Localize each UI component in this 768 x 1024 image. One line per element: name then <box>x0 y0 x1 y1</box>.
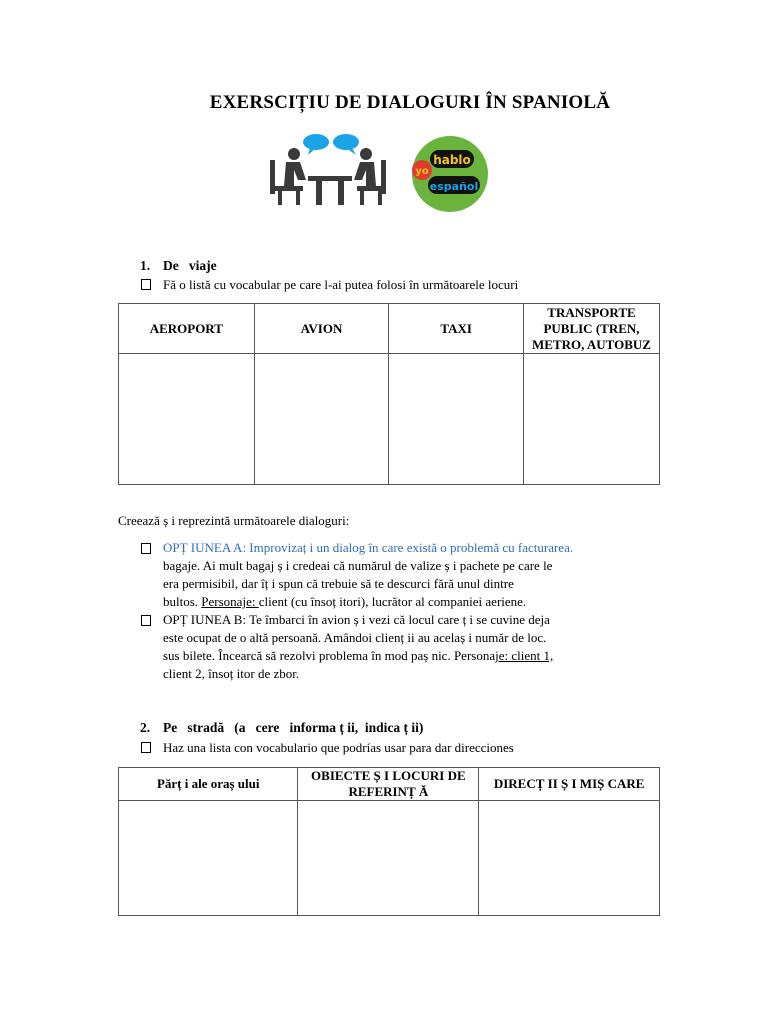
option-b-line4: client 2, însoț itor de zbor. <box>163 666 300 681</box>
option-b <box>163 611 633 683</box>
option-a-line1: OPȚ IUNEA A: Improvizaț i un dialog în care există o problemă cu facturarea. <box>163 540 574 555</box>
cell-parti-oras[interactable] <box>119 801 298 916</box>
cell-aeroport[interactable] <box>119 354 255 485</box>
section2-instruction: Haz una lista con vocabulario que podrías usar para dar direcciones <box>163 740 514 755</box>
checkbox-bullet-icon <box>141 543 151 554</box>
col-taxi: TAXI <box>389 304 524 354</box>
section2-number: 2. <box>140 720 151 735</box>
col-transporte-public: TRANSPORTE PUBLIC (TREN, METRO, AUTOBUZ <box>523 304 659 354</box>
option-a-line4-start: bultos. <box>163 594 202 609</box>
option-b-personaje-label: je: client 1, <box>495 648 554 663</box>
option-a-personaje-label: Personaje: <box>201 594 259 609</box>
col-parti-oras: Părț i ale oraș ului <box>119 768 298 801</box>
col-avion: AVION <box>254 304 389 354</box>
col-directii-miscare: DIRECȚ II Ș I MIȘ CARE <box>479 768 660 801</box>
cell-avion[interactable] <box>254 354 389 485</box>
option-a-line2: bagaje. Ai mult bagaj ș i credeai că numărul de valize ș i pachete pe care le <box>163 558 553 573</box>
section2-heading: Pe stradă (a cere informa ț ii, indica ț ii) <box>163 720 424 735</box>
option-a <box>163 539 633 611</box>
option-a-line4-end: client (cu însoț itori), lucrător al companiei aeriene. <box>258 594 527 609</box>
section1-heading: De viaje <box>163 258 217 273</box>
dialog-intro: Creează ș i reprezintă următoarele dialoguri: <box>118 513 350 528</box>
section1-instruction: Fă o listă cu vocabular pe care l-ai putea folosi în următoarele locuri <box>163 277 519 292</box>
checkbox-bullet-icon <box>141 279 151 290</box>
option-a-line3: era permisibil, dar îț i spun că trebuie să te descurci fără unul dintre <box>163 576 514 591</box>
cell-obiecte-locuri[interactable] <box>298 801 479 916</box>
badge-word-hablo: hablo <box>433 153 471 167</box>
badge-word-espanol: español <box>429 180 479 193</box>
cell-transporte-public[interactable] <box>523 354 659 485</box>
page-title: EXERSCIȚIU DE DIALOGURI ÎN SPANIOLĂ <box>209 92 611 113</box>
option-b-line3-start: sus bilete. Încearcă să rezolvi problema în mod paș nic. Persona <box>163 648 496 663</box>
hablo-espanol-badge-icon <box>410 136 494 214</box>
option-b-line1: OPȚ IUNEA B: Te îmbarci în avion ș i vezi că locul care ț i se cuvine deja <box>163 612 550 627</box>
badge-word-yo: yo <box>415 166 429 177</box>
option-b-line3 <box>163 647 633 665</box>
section1-number: 1. <box>140 258 151 273</box>
option-a-line4 <box>163 593 633 611</box>
cell-directii-miscare[interactable] <box>479 801 660 916</box>
option-b-line2: este ocupat de o altă persoană. Amândoi clienț ii au acelaș i număr de loc. <box>163 630 547 645</box>
checkbox-bullet-icon <box>141 615 151 626</box>
vocab-table-travel <box>118 303 660 485</box>
conversation-illustration-icon <box>266 132 390 208</box>
col-obiecte-locuri: OBIECTE Ș I LOCURI DE REFERINȚ Ă <box>298 768 479 801</box>
col-aeroport: AEROPORT <box>119 304 255 354</box>
cell-taxi[interactable] <box>389 354 524 485</box>
checkbox-bullet-icon <box>141 742 151 753</box>
vocab-table-street <box>118 767 660 916</box>
